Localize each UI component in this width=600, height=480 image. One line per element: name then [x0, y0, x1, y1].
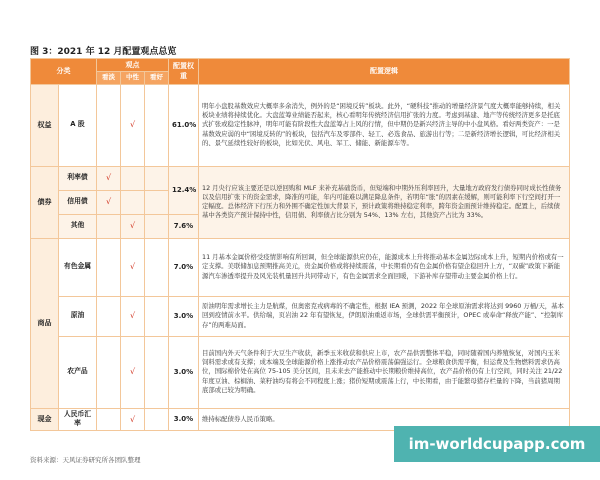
weight-cell: 3.0% [169, 408, 199, 431]
header-neutral: 中性 [121, 72, 145, 84]
subcategory-cell: 信用债 [59, 190, 97, 214]
weight-cell: 7.0% [169, 238, 199, 296]
bearish-cell [97, 214, 121, 238]
table-row [31, 336, 570, 408]
neutral-check: √ [121, 296, 145, 336]
bullish-cell [145, 296, 169, 336]
logic-cell [199, 166, 570, 238]
header-category: 分类 [31, 59, 97, 85]
subcategory-cell: 原油 [59, 296, 97, 336]
logic-cell: 明年小盘股基数效应大概率多余消失，例外的是“困境反转”板块。此外，“硬科技”推动的增量经济景气度大概率能够持续，相关板块业绩将持续优化。大盘蓝筹业绩能否起来，核心看明年传统经济信用扩张的力度。考虑到基建、地产等传统经济更多是托底式扩张或稳定性脉冲，明年可能有阶段性大盘蓝筹占上风的行情，但中期仍是新兴经济主导的中小盘风格。看好两类资产：一是基数效应弱的中“困境反转的”的板块，包括汽车及零部件、轻工、必选食品、旅游出行等；二是新经济增长逻辑，可比经济相关的、景气延续性较好的板块，比如光伏、风电、军工、储能、新能源车等。 [199, 84, 570, 166]
weight-cell: 12.4% [169, 166, 199, 214]
table-row [31, 84, 570, 166]
category-cell: 权益 [31, 84, 59, 166]
weight-cell: 3.0% [169, 336, 199, 408]
neutral-cell [121, 190, 145, 214]
logic-text-rates: 12 月央行应该主要还是以逆回购和 MLF 来补充基础货币，但短端和中期外压利率回升，大量地方政府发行债券同时成长性债务以及信用扩张下的资金需求，降准的可能，年内可能难以满足降息条件，若明年“胀”的因素在缓解，则可能利率下行空间打开一定幅度。 [202, 183, 562, 211]
neutral-check: √ [121, 238, 145, 296]
bearish-check: √ [97, 166, 121, 190]
weight-cell: 61.0% [169, 84, 199, 166]
header-logic: 配置逻辑 [199, 59, 570, 85]
logic-cell: 原油明年需求增长主力是航煤，但奥密克戎病毒的不确定性，根据 IEA 预测，2022 年全球原油需求将达到 9960 万桶/天，基本回到疫情前水平。供给端，页岩油 22 年有望恢复，伊朗原油重返市场，全球供需平衡预计，OPEC 或奉命“释放产能”、“控制库存”的两难局面。 [199, 296, 570, 336]
bearish-cell [97, 336, 121, 408]
watermark-banner: im-worldcupapp.com [394, 426, 600, 462]
subcategory-cell: 有色金属 [59, 238, 97, 296]
bullish-cell [145, 166, 169, 190]
subcategory-cell: 其他 [59, 214, 97, 238]
bullish-cell [145, 214, 169, 238]
subcategory-cell: 农产品 [59, 336, 97, 408]
header-bearish: 看淡 [97, 72, 121, 84]
logic-text-credit: 总体经济下行压力和外围不确定性加大背景下，预计政策将维持稳定利率，跨年资金面预计维持稳定。配置上，后续债基中各类资产预计保持中性，信用债、利率债占比分别为 54%、13% 左右，其他资产占比为 33%。 [202, 202, 560, 220]
bearish-cell [97, 238, 121, 296]
bullish-cell [145, 84, 169, 166]
logic-cell: 目前国内外天气条件利于大豆生产收获，新季玉米收获和供应上市，农产品供需整体平稳，同时随着国内养殖恢复，对国内玉米饲料需求或有支撑；成本端及全球能源价格上涨推动农产品价格震荡偏强运行。全球粮食供需平衡，但运费及生物燃料需求仍高位，国际棉价处在高位 75-105 美分区间，且未来去产能推动中长期粮价维持高位，农产品价格仍有上行空间，同时关注 21/22 年度豆油、棕榈油、菜籽油均有将会不同程度上涨；猪价短期或震荡上行，中长期看，由于能繁母猪存栏量的下降，当前猪周期底部或已较为明确。 [199, 336, 570, 408]
subcategory-cell: 人民币汇率 [59, 408, 97, 431]
table-row [31, 166, 570, 190]
bearish-cell [97, 84, 121, 166]
neutral-check: √ [121, 214, 145, 238]
logic-cell: 维持标配债券人民币策略。 [199, 408, 570, 431]
bearish-cell [97, 296, 121, 336]
allocation-table [30, 58, 570, 431]
bullish-cell [145, 190, 169, 214]
header-weight: 配置权重 [169, 59, 199, 85]
table-row [31, 238, 570, 296]
logic-cell: 11 月基本金属价格受疫情影响有所回调，但全球能源供应仍在，能源成本上升将推动基本金属边际成本上升，短期内价格或有一定支撑。美联储加息预期推高美元，贵金属价格或将持续震荡，中长期看仍有色金属价格有望企稳回升上方，“双碳”政策下新能源汽车渗透率提升及风光装机量回升共同带动下，有色金属需求全面回暖，下游补库存望带动主要金属价格上行。 [199, 238, 570, 296]
header-bullish: 看好 [145, 72, 169, 84]
source-note: 资料来源：天风证券研究所各团队整理 [30, 456, 141, 464]
bullish-cell [145, 336, 169, 408]
neutral-check: √ [121, 408, 145, 431]
bearish-cell [97, 408, 121, 431]
bullish-cell [145, 238, 169, 296]
neutral-check: √ [121, 84, 145, 166]
bullish-cell [145, 408, 169, 431]
header-view: 观点 [97, 59, 169, 72]
neutral-cell [121, 166, 145, 190]
subcategory-cell: A 股 [59, 84, 97, 166]
weight-cell: 3.0% [169, 296, 199, 336]
neutral-check: √ [121, 336, 145, 408]
bearish-check: √ [97, 190, 121, 214]
category-cell: 商品 [31, 238, 59, 408]
subcategory-cell: 利率债 [59, 166, 97, 190]
table-row [31, 296, 570, 336]
category-cell: 债券 [31, 166, 59, 238]
figure-title: 图 3：2021 年 12 月配置观点总览 [30, 47, 177, 57]
weight-cell: 7.6% [169, 214, 199, 238]
category-cell: 现金 [31, 408, 59, 431]
